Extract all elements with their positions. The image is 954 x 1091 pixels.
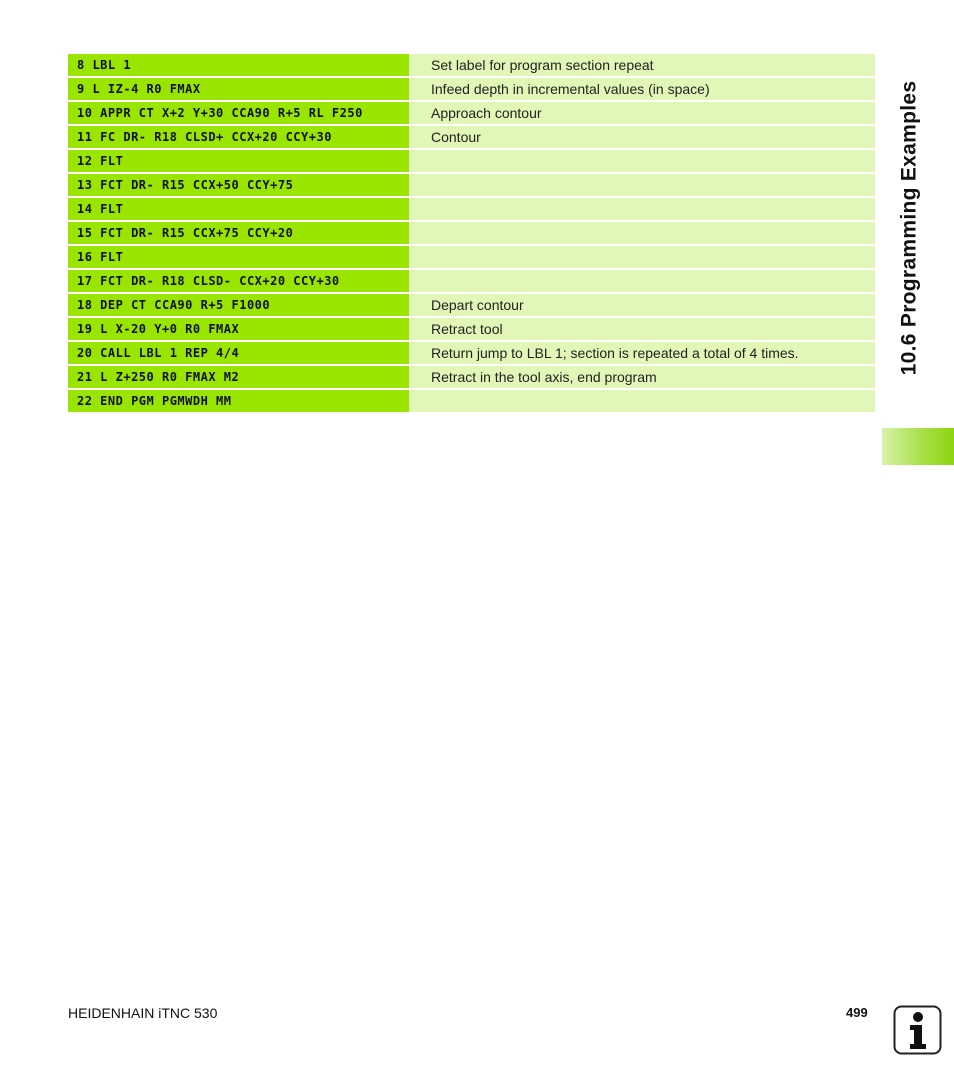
nc-code: 12 FLT (68, 150, 409, 172)
nc-code: 11 FC DR- R18 CLSD+ CCX+20 CCY+30 (68, 126, 409, 148)
nc-code: 10 APPR CT X+2 Y+30 CCA90 R+5 RL F250 (68, 102, 409, 124)
nc-code: 13 FCT DR- R15 CCX+50 CCY+75 (68, 174, 409, 196)
nc-code: 18 DEP CT CCA90 R+5 F1000 (68, 294, 409, 316)
nc-code: 21 L Z+250 R0 FMAX M2 (68, 366, 409, 388)
program-row (68, 246, 875, 268)
program-row (68, 174, 875, 196)
nc-code: 19 L X-20 Y+0 R0 FMAX (68, 318, 409, 340)
code-description (409, 390, 875, 412)
program-row (68, 150, 875, 172)
code-description: Depart contour (409, 294, 875, 316)
code-description (409, 198, 875, 220)
program-row (68, 126, 875, 148)
program-row (68, 222, 875, 244)
code-description (409, 150, 875, 172)
code-description: Retract tool (409, 318, 875, 340)
program-row (68, 270, 875, 292)
code-description: Approach contour (409, 102, 875, 124)
nc-code: 20 CALL LBL 1 REP 4/4 (68, 342, 409, 364)
program-row (68, 366, 875, 388)
program-listing-table (68, 54, 875, 414)
code-description (409, 174, 875, 196)
program-row (68, 78, 875, 100)
footer-product-name: HEIDENHAIN iTNC 530 (68, 1005, 218, 1021)
page-number: 499 (846, 1005, 868, 1020)
code-description: Infeed depth in incremental values (in space) (409, 78, 875, 100)
program-row (68, 342, 875, 364)
program-row (68, 294, 875, 316)
chapter-tab (882, 428, 954, 465)
program-row (68, 54, 875, 76)
nc-code: 9 L IZ-4 R0 FMAX (68, 78, 409, 100)
program-row (68, 102, 875, 124)
info-icon (893, 1005, 942, 1055)
nc-code: 8 LBL 1 (68, 54, 409, 76)
section-title-text: 10.6 Programming Examples (897, 80, 920, 375)
code-description: Return jump to LBL 1; section is repeated a total of 4 times. (409, 342, 875, 364)
nc-code: 14 FLT (68, 198, 409, 220)
nc-code: 22 END PGM PGMWDH MM (68, 390, 409, 412)
nc-code: 17 FCT DR- R18 CLSD- CCX+20 CCY+30 (68, 270, 409, 292)
code-description: Set label for program section repeat (409, 54, 875, 76)
code-description (409, 270, 875, 292)
program-row (68, 198, 875, 220)
code-description (409, 222, 875, 244)
nc-code: 16 FLT (68, 246, 409, 268)
code-description: Contour (409, 126, 875, 148)
program-row (68, 318, 875, 340)
program-row (68, 390, 875, 412)
code-description (409, 246, 875, 268)
nc-code: 15 FCT DR- R15 CCX+75 CCY+20 (68, 222, 409, 244)
section-title (884, 55, 934, 400)
code-description: Retract in the tool axis, end program (409, 366, 875, 388)
